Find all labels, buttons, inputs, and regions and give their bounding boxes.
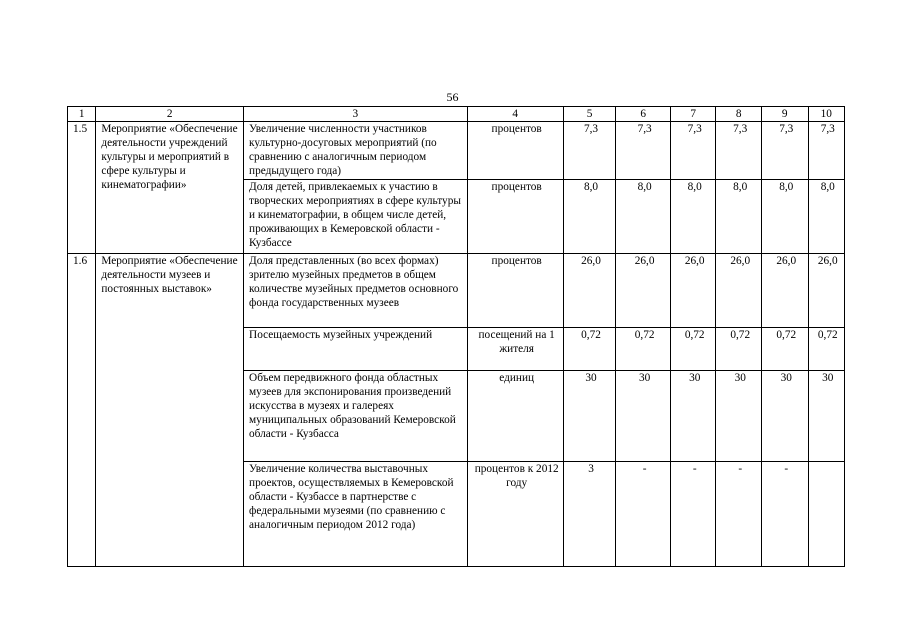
table-row (68, 122, 845, 180)
indicator-unit: процентов (467, 122, 563, 180)
value-cell: 7,3 (563, 122, 616, 180)
header-cell: 10 (808, 107, 844, 122)
value-cell: 0,72 (563, 328, 616, 371)
indicators-table (67, 106, 845, 567)
indicator-unit: процентов (467, 180, 563, 254)
row-number: 1.6 (68, 254, 96, 567)
indicator-name: Объем передвижного фонда областных музеев для экспонирования произведений искусства в музеях и галереях муниципальных образований Кемеровской области - Кузбасса (244, 371, 468, 462)
value-cell: - (616, 462, 671, 567)
value-cell: 3 (563, 462, 616, 567)
value-cell: 8,0 (761, 180, 808, 254)
page-number: 56 (446, 90, 459, 104)
value-cell: 30 (761, 371, 808, 462)
header-cell: 6 (616, 107, 671, 122)
value-cell: 26,0 (616, 254, 671, 328)
value-cell: 30 (670, 371, 716, 462)
value-cell: 26,0 (716, 254, 762, 328)
header-cell: 8 (716, 107, 762, 122)
value-cell: 7,3 (670, 122, 716, 180)
value-cell: 26,0 (670, 254, 716, 328)
event-name: Мероприятие «Обеспечение деятельности музеев и постоянных выставок» (96, 254, 244, 567)
indicator-name: Доля представленных (во всех формах) зрителю музейных предметов в общем количестве музейных предметов основного фонда государственных музеев (244, 254, 468, 328)
indicator-unit: процентов (467, 254, 563, 328)
header-cell: 2 (96, 107, 244, 122)
indicator-unit: посещений на 1 жителя (467, 328, 563, 371)
indicator-unit: процентов к 2012 году (467, 462, 563, 567)
indicator-unit: единиц (467, 371, 563, 462)
header-cell: 3 (244, 107, 468, 122)
value-cell: 30 (808, 371, 844, 462)
header-cell: 5 (563, 107, 616, 122)
value-cell: 0,72 (716, 328, 762, 371)
value-cell: - (670, 462, 716, 567)
value-cell: 0,72 (808, 328, 844, 371)
event-name: Мероприятие «Обеспечение деятельности учреждений культуры и мероприятий в сфере культуры и кинематографии» (96, 122, 244, 254)
table-row (68, 254, 845, 328)
header-cell: 9 (761, 107, 808, 122)
row-number: 1.5 (68, 122, 96, 254)
indicator-name: Доля детей, привлекаемых к участию в творческих мероприятиях в сфере культуры и кинематографии, в общем числе детей, проживающих в Кемеровской области - Кузбассе (244, 180, 468, 254)
value-cell: 26,0 (563, 254, 616, 328)
indicator-name: Увеличение количества выставочных проектов, осуществляемых в Кемеровской области - Кузбассе в партнерстве с федеральными музеями (по сравнению с аналогичным периодом 2012 года) (244, 462, 468, 567)
indicator-name: Посещаемость музейных учреждений (244, 328, 468, 371)
value-cell: 8,0 (808, 180, 844, 254)
header-cell: 4 (467, 107, 563, 122)
value-cell: 0,72 (616, 328, 671, 371)
header-cell: 1 (68, 107, 96, 122)
value-cell: 26,0 (761, 254, 808, 328)
value-cell: 7,3 (716, 122, 762, 180)
value-cell: 30 (563, 371, 616, 462)
value-cell: 7,3 (616, 122, 671, 180)
indicator-name: Увеличение численности участников культурно-досуговых мероприятий (по сравнению с аналогичным периодом предыдущего года) (244, 122, 468, 180)
value-cell: 0,72 (670, 328, 716, 371)
value-cell: 8,0 (716, 180, 762, 254)
value-cell (808, 462, 844, 567)
value-cell: 30 (616, 371, 671, 462)
value-cell: - (716, 462, 762, 567)
value-cell: 8,0 (563, 180, 616, 254)
value-cell: 7,3 (761, 122, 808, 180)
table-header-row (68, 107, 845, 122)
value-cell: 30 (716, 371, 762, 462)
value-cell: 26,0 (808, 254, 844, 328)
value-cell: 8,0 (616, 180, 671, 254)
value-cell: 8,0 (670, 180, 716, 254)
value-cell: - (761, 462, 808, 567)
value-cell: 0,72 (761, 328, 808, 371)
header-cell: 7 (670, 107, 716, 122)
value-cell: 7,3 (808, 122, 844, 180)
